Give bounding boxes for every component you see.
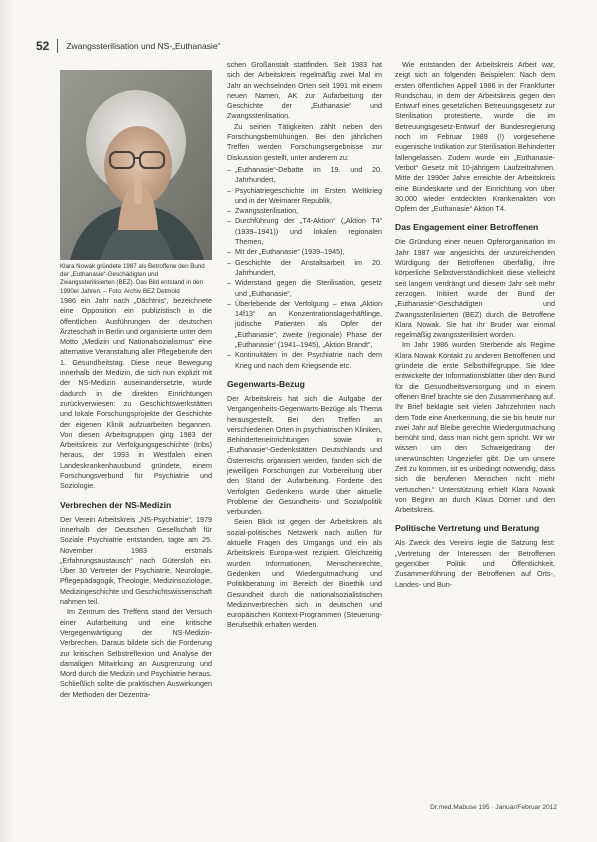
list-item: – Durchführung der „T4-Aktion“ („Aktion T4“ (1939–1941)) und lokalen regionalen Themen,	[227, 216, 382, 247]
column-1	[60, 296, 212, 700]
running-title: Zwangssterilisation und NS-„Euthanasie“	[66, 41, 221, 51]
section-heading: Politische Vertretung und Beratung	[395, 523, 540, 534]
page-footer: Dr.med.Mabuse 195 · Januar/Februar 2012	[430, 804, 557, 811]
list-item: – Kontinuitäten in der Psychiatrie nach dem Krieg und nach dem Kriegsende etc.	[227, 350, 382, 371]
list-item: – Mit der „Euthanasie“ (1939–1945),	[227, 247, 382, 257]
paragraph: Im Jahr 1986 wurden Sterbende als Regime Klara Nowak Kontakt zu anderen Betroffenen und gründete die erste Selbsthilfegruppe. Sie Idee entwickelte der Informationsblätter über den Bund für die Gesundheitsversorgung und in einem offenen Brief brachte sie den Zusammenhang auf. Ihr Brief beklagte seit vielen Jahrzehnten nach dem Tode eine Anerkennung, die sie bis heute nur zwei Jahr auf Bleibe gerechte Wiedergutmachung bemüht sind, dass man nicht gern spricht. Wir wir wissen um den Schweigedrang der unerwünschten Ungeziefer gibt. Die um unsere Zeit zu kommen, ist es unbedingt notwendig, dass sich die berufenen Menschen nicht mehr vertuschen.“ Unterstützung erhielt Klara Nowak von Beginn an durch Klaus Dörner und den Arbeitskreis.	[395, 340, 555, 515]
section-heading: Das Engagement einer Betroffenen	[395, 222, 539, 233]
list-item: – Geschichte der Anstaltsarbeit im 20. Jahrhundert,	[227, 258, 382, 279]
section-heading: Gegenwarts-Bezug	[227, 378, 305, 389]
paragraph: Im Zentrum des Treffens stand der Versuch einer Aufarbeitung und eine kritische Vergegenwärtigung der NS-Medizin-Verbrechen. Daraus bildete sich die Forderung zur kritischen Selbstreflexion und Analyse der damaligen Mitwirkung an Ausgrenzung und Mord durch die Medizin und Psychiatrie heraus. Schließlich sollte die praktischen Auswirkungen der Methoden der Dezentra-	[60, 607, 212, 699]
paragraph: 1986 ein Jahr nach „Dächtnis“, bezeichnete eine Opposition ein publizistisch in die öffentlichen Ausführungen der deutschen Ärzteschaft in Berlin und organisierte unter dem Motto „Medizin und Nationalsozialismus“ eine alternative Veranstaltung aller Pflegeberufe den 1. Gesundheitstag. Diese neue Bewegung innerhalb der Medizin, die sich nun explizit mit der NS-Medizin auseinandersetzte, wurde dadurch in die direkten Einrichtungen zurückverwiesen: zu Geschichtswerkstätten und lokale Forschungsprojekte der Geschichte der eigenen Klinik aufzuarbeiten begannen. Von diesen Arbeitsgruppen ging 1983 der Arbeitskreis zur Verfolgungsgeschichte (tnbs) heraus, der 1993 in Westfalen einen Landeskrankenhausbund gründete, einem Forschungsverbund für Psychiatrie und Soziologie.	[60, 296, 212, 491]
paragraph: Wie entstanden der Arbeitskreis Arbeit war, zeigt sich an folgenden Beispielen: Nach dem ersten öffentlichen Appell 1986 in der Frankfurter Rundschau, in dem der Arbeitskreis gegen den Entwurf eines gesetzlichen Betreuungsgesetz zur Sterilisation protestierte, wurde die im Betreuungsgesetz-Entwurf der Bundesregierung noch im Februar 1989 (!) vorgesehene eugenische Indikation zur Sterilisation Behinderter fallengelassen. Zudem wurde ein „Euthanasie-Verbot“ Gesetz mit 10-jährigem Laufzeitrahmen. Mitte der 1990er Jahre erreichte der Arbeitskreis eine Bundeskarte und der Einrichtung von über 30.000 wieder entdeckten Krankenakten von Opfern der „Euthanasie“ Aktion T4.	[395, 60, 555, 214]
list-item: – Zwangssterilisation,	[227, 206, 382, 216]
paragraph: Zu seinen Tätigkeiten zählt neben den Forschungsbemühungen. Bei den jährlichen Treffen werden Forschungsergebnisse zur Diskussion gestellt, unter anderem zu:	[227, 121, 382, 162]
photo-caption: Klara Nowak gründete 1987 als Betroffene den Bund der „Euthanasie“-Geschädigten und Zwangssterilisierten (BEZ). Das Bild entstand in den 1990er Jahren. – Foto: Archiv BEZ Detmold	[60, 263, 205, 295]
header-divider	[57, 39, 58, 53]
paragraph: Der Verein Arbeitskreis „NS-Psychiatrie“, 1979 innerhalb der Deutschen Gesellschaft für Soziale Psychiatrie entstanden, tagte am 25. November 1983 erstmals „Erfahrungsaustausch“ nach Gütersloh ein. Über 30 Vertreter der Psychiatrie, Neurologie, Pflegepädagogik, Theologie, Medizinsoziologie, Medizingeschichte und Geschichtswissenschaft nahmen teil.	[60, 514, 212, 607]
section-heading: Verbrechen der NS-Medizin	[60, 499, 172, 510]
list-item: – Widerstand gegen die Sterilisation, gesetz und „Euthanasie“,	[227, 278, 382, 299]
page-number: 52	[36, 39, 50, 53]
list-item: – „Euthanasie“-Debatte im 19. und 20. Jahrhundert,	[227, 165, 382, 186]
column-2	[227, 60, 382, 631]
portrait-photo	[60, 70, 212, 260]
topic-list	[227, 165, 382, 371]
running-header	[36, 38, 266, 54]
paragraph: Der Arbeitskreis hat sich die Aufgabe der Vergangenheits-Gegenwarts-Bezüge als Thema herausgestellt. Bei den Treffen an verschiedenen Orten in psychiatrischen Kliniken, Behinderteneinrichtungen sowie in „Euthanasie“-Gedenkstätten Deutschlands und Österreichs organisiert werden, fanden sich die jeweiligen Forschungen zur Vorbereitung über den Stand der Aufarbeitung. Forderte des Verfolgten Gedenkens wurde über aktuelle Probleme der Gesundheits- und Sozialpolitik verbunden.	[227, 393, 383, 517]
paragraph: Die Gründung einer neuen Opferorganisation im Jahr 1987 war angesichts der unzureichenden Würdigung der Betroffenen überfällig, ihre körperliche Selbstverständlichkeit diese vielleicht seit langem verdrängt und diesem Jahr seit mehr zerzogen. Initiiert wurde der Bund der „Euthanasie“-Geschädigten und Zwangssterilisierten (BEZ) durch die Betroffene Klara Nowak. Sie hat ihr Bruder war einmal regelmäßig zwangssterilisiert worden.	[395, 237, 555, 340]
list-item: – Psychiatriegeschichte im Ersten Weltkrieg und in der Weimarer Republik,	[227, 186, 382, 207]
paragraph: Seien Blick ist gegen der Arbeitskreis als sozial-politisches Netzwerk nach außen für aktuelle Fragen des Umgangs und ein als Arbeitskreis Europa-weit rezipiert. Gleichzeitig wurden Informationen, Menschenrechte, Gedenken und Wiedergutmachung und Politikberatung im Bereich der Bioethik und Gesundheit durch die nationalsozialistischen Medizinverbrechen sich in deutschen und europäischen Kontext-Programmen (Steuerung-Berufsethik erhalten werden.	[227, 517, 382, 630]
portrait-image	[60, 70, 212, 260]
column-3	[395, 60, 555, 590]
paragraph: schen Großanstalt stattfinden. Seit 1983 hat sich der Arbeitskreis regelmäßig zwei Mal im Jahr an wechselnden Orten seit 1991 mit einem neuen Namen, AK zur Aufarbeitung der Geschichte der „Euthanasie“ und Zwangssterilisation.	[227, 60, 382, 121]
paragraph: Als Zweck des Vereins legte die Satzung fest: „Vertretung der Interessen der Betroffenen gegenüber Politik und Öffentlichkeit, Zusammenführung der Betroffenen auf Orts-, Landes- und Bun-	[395, 538, 555, 589]
list-item: – Überlebende der Verfolgung – etwa „Aktion 14f13“ an Konzentrationslagerhäftlinge, jüdische Patienten als Opfer der „Euthanasie“, zweite (regionale) Phase der „Euthanasie“ (1941–1945), „Aktion Brandt“,	[227, 299, 382, 350]
